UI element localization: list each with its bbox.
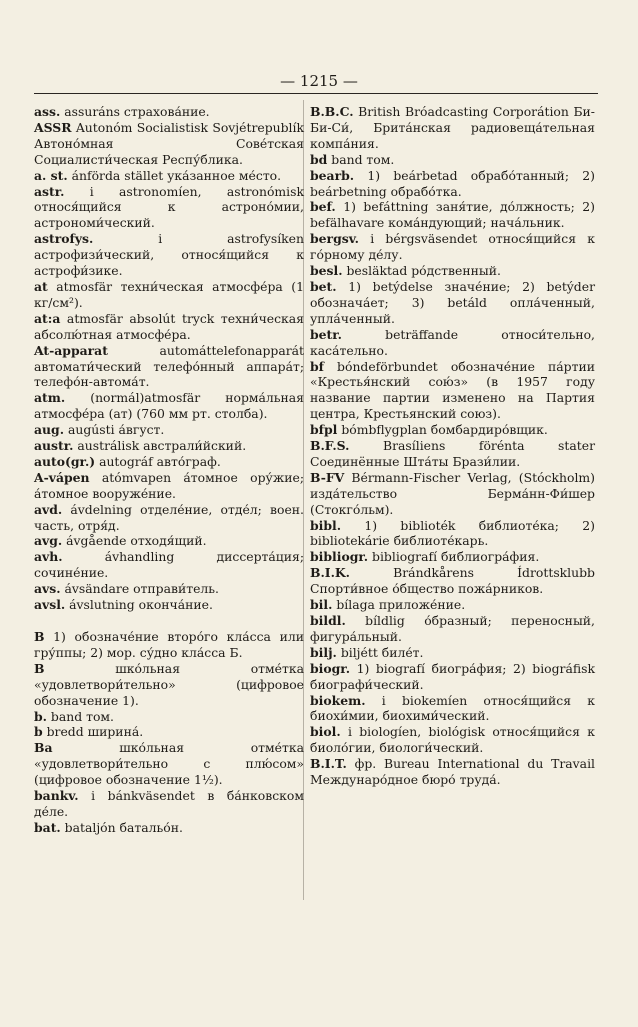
- entry-abbreviation: avh.: [34, 549, 63, 565]
- dictionary-entry: [34, 629, 304, 661]
- dictionary-entry: [34, 422, 304, 438]
- dictionary-entry: [34, 709, 304, 725]
- dictionary-entry: [34, 120, 304, 168]
- entry-definition: i astronomíen, astronómisk относя́щийся к астроно́мии, астрономи́ческий.: [34, 183, 304, 231]
- entry-abbreviation: B.I.T.: [310, 756, 347, 772]
- dictionary-entry: [310, 168, 595, 200]
- entry-abbreviation: astr.: [34, 183, 65, 199]
- dictionary-entry: [34, 724, 304, 740]
- dictionary-entry: [310, 756, 595, 788]
- entry-abbreviation: biol.: [310, 724, 341, 740]
- entry-abbreviation: bfpl: [310, 422, 338, 438]
- entry-abbreviation: bef.: [310, 199, 336, 215]
- dictionary-entry: [34, 343, 304, 391]
- dictionary-entry: [34, 454, 304, 470]
- entry-definition: bíldlig о́бразный; переносный, фигура́льный.: [310, 613, 595, 644]
- dictionary-entry: [34, 740, 304, 788]
- entry-abbreviation: bibliogr.: [310, 549, 369, 565]
- entry-abbreviation: b: [34, 724, 43, 740]
- entry-definition: i bánkväsendet в ба́нковском де́ле.: [34, 788, 304, 819]
- dictionary-entry: [34, 311, 304, 343]
- section-gap: [34, 613, 304, 629]
- entry-abbreviation: B.B.C.: [310, 104, 354, 119]
- dictionary-entry: [34, 390, 304, 422]
- entry-abbreviation: bf: [310, 358, 324, 374]
- entry-abbreviation: astrofys.: [34, 231, 94, 247]
- entry-abbreviation: b.: [34, 708, 47, 724]
- entry-abbreviation: B-FV: [310, 469, 345, 485]
- dictionary-entry: [34, 788, 304, 820]
- entry-abbreviation: Ba: [34, 740, 53, 756]
- entry-definition: ánförda stället ука́занное ме́сто.: [67, 167, 282, 183]
- entry-abbreviation: austr.: [34, 438, 74, 454]
- dictionary-entry: [310, 263, 595, 279]
- entry-abbreviation: betr.: [310, 326, 342, 342]
- dictionary-entry: [34, 533, 304, 549]
- entry-definition: 1) beárbetad обрабо́танный; 2) beárbetning обрабо́тка.: [310, 167, 595, 199]
- dictionary-entry: [310, 279, 595, 327]
- entry-abbreviation: B: [34, 660, 45, 676]
- entry-abbreviation: avd.: [34, 501, 63, 517]
- entry-definition: ávsändare отправи́тель.: [60, 581, 219, 597]
- dictionary-entry: [310, 724, 595, 756]
- entry-abbreviation: A-vápen: [34, 469, 90, 485]
- dictionary-entry: [34, 661, 304, 709]
- entry-definition: beträffande относи́тельно, каса́тельно.: [310, 326, 595, 358]
- entry-definition: austrálisk австрали́йский.: [73, 438, 247, 454]
- entry-abbreviation: bd: [310, 151, 328, 167]
- entry-definition: augústi а́вгуст.: [64, 422, 165, 438]
- entry-abbreviation: at: [34, 278, 48, 294]
- entry-definition: atmosfär absolút tryck техни́ческая абсолю́тная атмосфе́ра.: [34, 310, 304, 342]
- dictionary-entry: [310, 661, 595, 693]
- dictionary-entry: [34, 549, 304, 581]
- entry-definition: bóndeförbundet обозначе́ние па́ртии «Крестья́нский сою́з» (в 1957 году название партии изменено на Партия центра, Крестьянский союз).: [310, 358, 595, 422]
- entry-definition: ávhandling диссерта́ция; сочине́ние.: [34, 549, 304, 581]
- dictionary-entry: [310, 518, 595, 550]
- dictionary-entry: [34, 438, 304, 454]
- entry-abbreviation: a. st.: [34, 167, 68, 183]
- entry-definition: autográf авто́граф.: [95, 453, 221, 469]
- entry-abbreviation: At-apparat: [34, 342, 108, 358]
- left-column: [34, 104, 304, 836]
- entry-abbreviation: B.I.K.: [310, 565, 350, 581]
- entry-definition: i astrofysíken астрофизи́ческий, относя́щийся к астрофи́зике.: [34, 231, 304, 279]
- right-column: [310, 104, 595, 788]
- entry-abbreviation: ASSR: [34, 119, 72, 135]
- entry-definition: шко́льная отме́тка «удовлетвори́тельно с плю́сом» (цифровое обозначение 1½).: [34, 740, 304, 788]
- entry-abbreviation: avsl.: [34, 597, 66, 613]
- dictionary-entry: [310, 438, 595, 470]
- entry-definition: 1) betýdelse значе́ние; 2) betýder обознача́ет; 3) betáld опла́ченный, упла́ченный.: [310, 278, 595, 326]
- dictionary-entry: [310, 152, 595, 168]
- entry-definition: bibliografí библиогра́фия.: [368, 549, 540, 565]
- page-number: — 1215 —: [280, 72, 358, 90]
- dictionary-entry: [310, 327, 595, 359]
- entry-definition: ávslutning оконча́ние.: [65, 597, 213, 613]
- dictionary-entry: [310, 470, 595, 518]
- entry-definition: Brándkårens Ídrottsklubb Спорти́вное о́бщество пожа́рников.: [310, 565, 595, 597]
- entry-abbreviation: at:a: [34, 310, 61, 326]
- entry-definition: atmosfär техни́ческая атмосфе́ра (1 кг/см²).: [34, 278, 304, 310]
- dictionary-entry: [310, 231, 595, 263]
- entry-definition: ávgående отходя́щий.: [62, 533, 207, 549]
- dictionary-entry: [310, 613, 595, 645]
- entry-abbreviation: bat.: [34, 819, 61, 835]
- entry-abbreviation: ass.: [34, 104, 61, 119]
- entry-abbreviation: B: [34, 629, 45, 644]
- entry-abbreviation: B.F.S.: [310, 438, 350, 454]
- entry-definition: Brasíliens förénta stater Соединённые Шта́ты Брази́лии.: [310, 438, 595, 469]
- entry-abbreviation: besl.: [310, 263, 343, 279]
- dictionary-entry: [34, 820, 304, 836]
- entry-abbreviation: biokem.: [310, 692, 366, 708]
- entry-abbreviation: auto(gr.): [34, 453, 96, 469]
- entry-abbreviation: bil.: [310, 597, 333, 613]
- entry-definition: automáttelefonapparát автомати́ческий телефо́нный аппара́т; телефо́н-автома́т.: [34, 342, 304, 390]
- entry-definition: atómvapen а́томное ору́жие; а́томное вооруже́ние.: [34, 469, 304, 501]
- dictionary-entry: [34, 184, 304, 232]
- entry-definition: biljétt биле́т.: [336, 644, 424, 660]
- entry-definition: 1) обозначе́ние второ́го кла́сса или гру́ппы; 2) мор. су́дно кла́сса Б.: [34, 629, 304, 660]
- dictionary-entry: [34, 581, 304, 597]
- entry-abbreviation: avs.: [34, 581, 61, 597]
- dictionary-entry: [310, 199, 595, 231]
- entry-definition: British Bróadcasting Corporátion Би-Би-Си́, Брита́нская радиовеща́тельная компа́ния.: [310, 104, 595, 151]
- entry-definition: bómbflygplan бомбардиро́вщик.: [337, 422, 548, 438]
- dictionary-entry: [34, 597, 304, 613]
- entry-abbreviation: avg.: [34, 533, 63, 549]
- entry-abbreviation: bankv.: [34, 788, 79, 804]
- entry-definition: i bérgsväsendet относя́щийся к го́рному де́лу.: [310, 231, 595, 263]
- dictionary-entry: [310, 104, 595, 152]
- dictionary-entry: [310, 359, 595, 423]
- dictionary-entry: [34, 470, 304, 502]
- dictionary-entry: [34, 502, 304, 534]
- dictionary-entry: [34, 168, 304, 184]
- entry-abbreviation: biogr.: [310, 660, 351, 676]
- entry-abbreviation: bildl.: [310, 613, 346, 628]
- entry-definition: band том.: [327, 151, 395, 167]
- entry-abbreviation: bet.: [310, 278, 337, 294]
- dictionary-entry: [34, 231, 304, 279]
- dictionary-entry: [34, 104, 304, 120]
- entry-abbreviation: bearb.: [310, 167, 355, 183]
- dictionary-entry: [310, 645, 595, 661]
- dictionary-entry: [310, 422, 595, 438]
- entry-definition: фр. Bureau International du Travail Междунаро́дное бюро́ труда́.: [310, 756, 595, 788]
- entry-definition: 1) befáttning заня́тие, до́лжность; 2) befälhavare кома́ндующий; нача́льник.: [310, 199, 595, 231]
- entry-definition: Bérmann-Fischer Verlag, (Stóckholm) изда́тельство Берма́нн-Фи́шер (Стокго́льм).: [310, 469, 595, 517]
- entry-definition: bredd ширина́.: [42, 724, 144, 740]
- entry-definition: bílaga приложе́ние.: [332, 597, 466, 613]
- entry-definition: 1) biografí биогра́фия; 2) biográfisk биографи́ческий.: [310, 660, 595, 692]
- entry-definition: i biologíen, biológisk относя́щийся к биоло́гии, биологи́ческий.: [310, 724, 595, 756]
- entry-abbreviation: atm.: [34, 390, 66, 406]
- entry-definition: i biokemíen относя́щийся к биохи́мии, биохими́ческий.: [310, 692, 595, 724]
- dictionary-entry: [310, 549, 595, 565]
- dictionary-entry: [310, 565, 595, 597]
- entry-definition: (normál)atmosfär норма́льная атмосфе́ра (ат) (760 мм рт. столба).: [34, 390, 304, 422]
- entry-definition: 1) biblioték библиоте́ка; 2) bibliotekárie библиоте́карь.: [310, 517, 595, 549]
- entry-abbreviation: bergsv.: [310, 231, 359, 247]
- entry-abbreviation: bibl.: [310, 517, 342, 533]
- entry-definition: besläktad ро́дственный.: [342, 263, 501, 279]
- entry-abbreviation: bilj.: [310, 644, 337, 660]
- entry-definition: assuráns страхова́ние.: [60, 104, 210, 119]
- dictionary-entry: [310, 597, 595, 613]
- entry-definition: band том.: [46, 708, 114, 724]
- dictionary-entry: [34, 279, 304, 311]
- header-rule: [34, 93, 598, 94]
- entry-definition: ávdelning отделе́ние, отде́л; воен. часть, отря́д.: [34, 501, 304, 533]
- dictionary-entry: [310, 693, 595, 725]
- entry-definition: шко́льная отме́тка «удовлетвори́тельно» (цифровое обозначение 1).: [34, 660, 304, 708]
- entry-abbreviation: aug.: [34, 422, 65, 438]
- entry-definition: bataljón батальо́н.: [60, 819, 183, 835]
- entry-definition: Autonóm Socialistisk Sovjétrepublík Автоно́мная Сове́тская Социалисти́ческая Респу́блика.: [34, 119, 304, 167]
